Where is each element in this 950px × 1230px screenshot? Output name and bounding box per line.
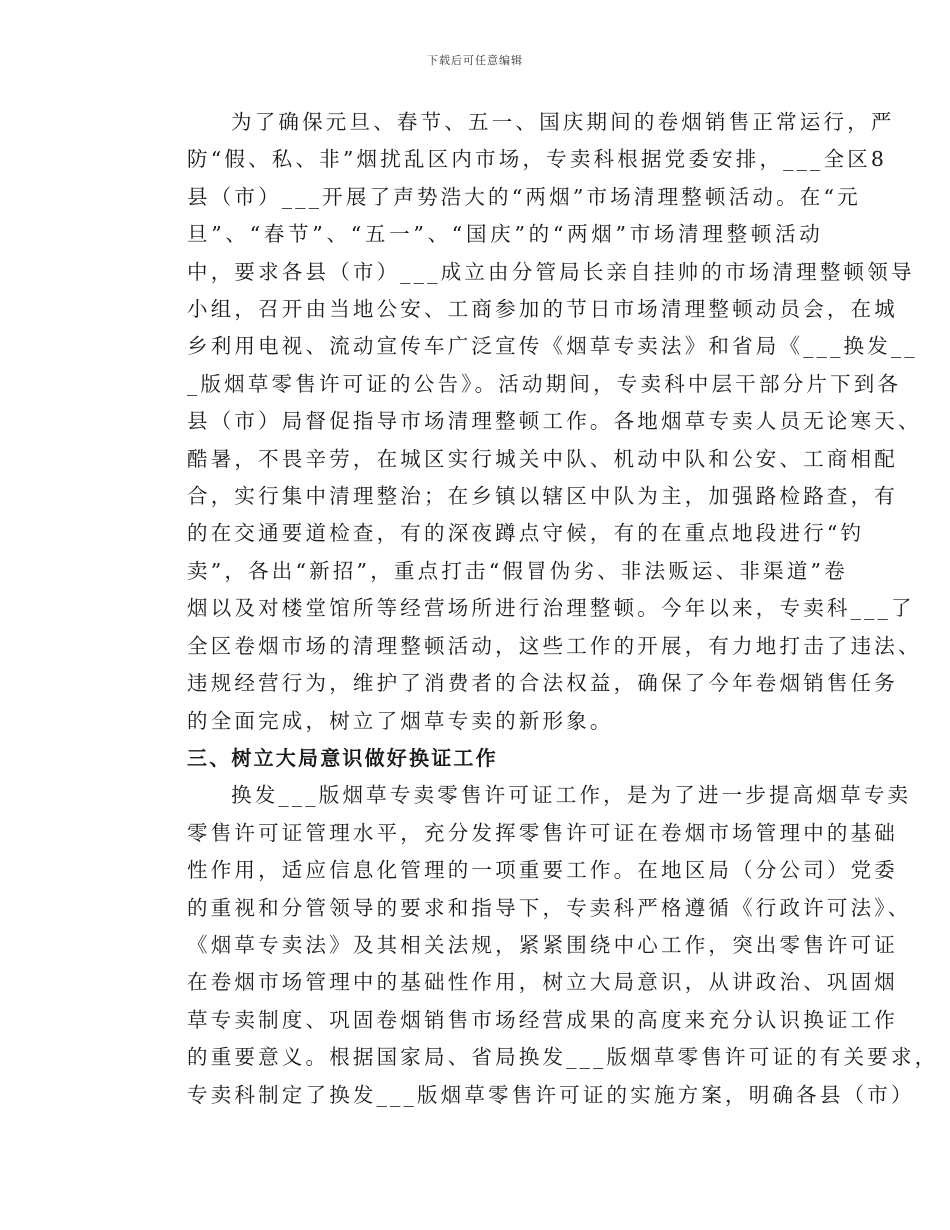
text-line: 中，要求各县（市）___成立由分管局长亲自挂帅的市场清理整顿领导 — [187, 259, 915, 284]
text-line: 全区卷烟市场的清理整顿活动，这些工作的开展，有力地打击了违法、 — [187, 633, 922, 658]
section-heading: 三、树立大局意识做好换证工作 — [187, 745, 498, 770]
text-line: 的重要意义。根据国家局、省局换发___版烟草零售许可证的有关要求， — [187, 1045, 939, 1070]
text-line: 县（市）___开展了声势浩大的“两烟”市场清理整顿活动。在“元 — [187, 184, 861, 209]
paragraph-market-cleanup — [143, 104, 922, 740]
text-line: 旦”、“春节”、“五一”、“国庆”的“两烟”市场清理整顿活动 — [187, 222, 823, 247]
text-line: 乡利用电视、流动宣传车广泛宣传《烟草专卖法》和省局《___换发__ — [187, 334, 918, 359]
text-line: 为了确保元旦、春节、五一、国庆期间的卷烟销售正常运行，严 — [231, 110, 895, 134]
paragraph-license-renewal — [143, 777, 939, 1114]
text-line: 草专卖制度、巩固卷烟销售市场经营成果的高度来充分认识换证工作 — [187, 1007, 898, 1032]
text-line: 卖”，各出“新招”，重点打击“假冒伪劣、非法贩运、非渠道”卷 — [187, 558, 848, 583]
page-header-note: 下载后可任意编辑 — [427, 54, 523, 67]
text-line: 小组，召开由当地公安、工商参加的节日市场清理整顿动员会，在城 — [187, 297, 898, 322]
text-line: 的重视和分管领导的要求和指导下，专卖科严格遵循《行政许可法》、 — [187, 895, 912, 920]
text-line: 在卷烟市场管理中的基础性作用，树立大局意识，从讲政治、巩固烟 — [187, 970, 898, 995]
text-line: 换发___版烟草专卖零售许可证工作，是为了进一步提高烟草专卖 — [231, 783, 912, 808]
text-line: 《烟草专卖法》及其相关法规，紧紧围绕中心工作，突出零售许可证 — [187, 932, 898, 957]
text-line: 专卖科制定了换发___版烟草零售许可证的实施方案，明确各县（市） — [187, 1082, 915, 1107]
text-line: 酷暑，不畏辛劳，在城区实行城关中队、机动中队和公安、工商相配 — [187, 446, 898, 471]
text-line: 的全面完成，树立了烟草专卖的新形象。 — [187, 708, 614, 733]
document-body — [143, 104, 939, 1114]
text-line: _版烟草零售许可证的公告》。活动期间，专卖科中层干部分片下到各 — [187, 371, 902, 396]
text-line: 违规经营行为，维护了消费者的合法权益，确保了今年卷烟销售任务 — [187, 671, 898, 696]
text-line: 性作用，适应信息化管理的一项重要工作。在地区局（分公司）党委 — [187, 858, 898, 883]
text-line: 的在交通要道检查，有的深夜蹲点守候，有的在重点地段进行“钓 — [187, 521, 865, 546]
text-line: 合，实行集中清理整治；在乡镇以辖区中队为主，加强路检路查，有 — [187, 484, 898, 509]
text-line: 县（市）局督促指导市场清理整顿工作。各地烟草专卖人员无论寒天、 — [187, 409, 922, 434]
text-line: 防“假、私、非”烟扰乱区内市场，专卖科根据党委安排，___全区8 — [187, 147, 888, 172]
text-line: 烟以及对楼堂馆所等经营场所进行治理整顿。今年以来，专卖科___了 — [187, 596, 915, 621]
text-line: 零售许可证管理水平，充分发挥零售许可证在卷烟市场管理中的基础 — [187, 820, 898, 845]
